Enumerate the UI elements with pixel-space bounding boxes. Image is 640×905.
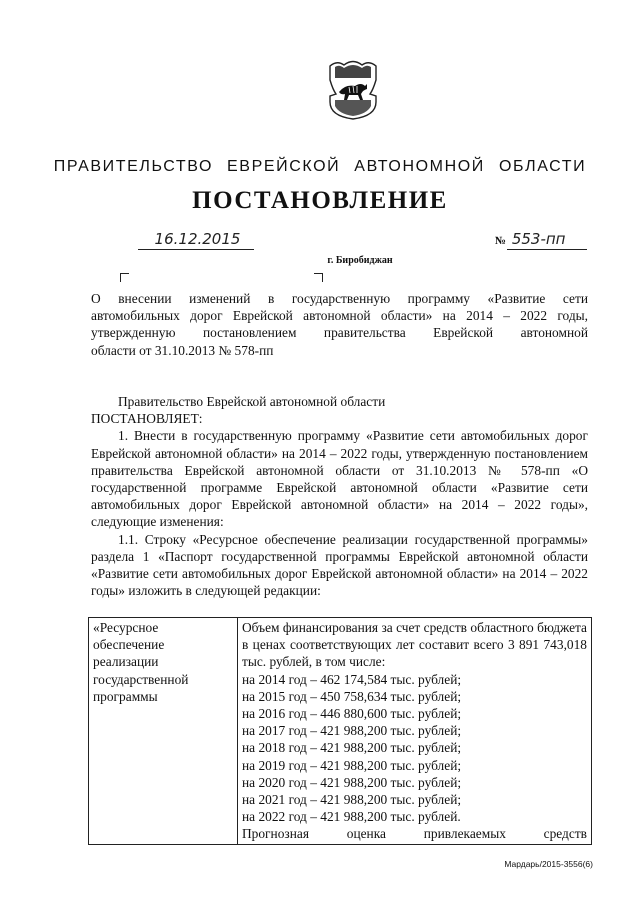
left-corner-mark <box>120 273 129 282</box>
number-sign: № <box>495 235 507 247</box>
table-cell-value <box>238 618 592 845</box>
funding-year: на 2018 год – 421 988,200 тыс. рублей; <box>242 740 462 756</box>
right-corner-mark <box>314 273 323 282</box>
footer-reference: Мардарь/2015-3556(6) <box>504 859 593 869</box>
table-row <box>89 618 592 845</box>
table-cell-label <box>89 618 238 845</box>
funding-year: на 2014 год – 462 174,584 тыс. рублей; <box>242 671 462 687</box>
subject-line: области от 31.10.2013 № 578-пп <box>91 342 274 358</box>
resolves-line: ПОСТАНОВЛЯЕТ: <box>91 411 203 427</box>
funding-year: на 2021 год – 421 988,200 тыс. рублей; <box>242 792 462 808</box>
document-body <box>91 393 588 599</box>
paragraph-item-1-1: 1.1. Строку «Ресурсное обеспечение реализации государственной программы» раздела 1 «Паспорт государственной программы Еврейской автономной области «Развитие сети автомобильных дорог Еврейской автономной области» на 2014 – 2022 годы» изложить в следующей редакции: <box>91 531 588 599</box>
city-label: г. Биробиджан <box>327 255 393 266</box>
document-date: 16.12.2015 <box>154 230 241 248</box>
funding-year: на 2016 год – 446 880,600 тыс. рублей; <box>242 706 462 722</box>
funding-year: на 2015 год – 450 758,634 тыс. рублей; <box>242 688 462 704</box>
label-line: обеспечение <box>93 637 165 653</box>
document-type-title: ПОСТАНОВЛЕНИЕ <box>192 187 448 214</box>
subject-line: утвержденную постановлением правительства Еврейской автономной <box>91 325 588 341</box>
coat-of-arms-icon <box>327 56 379 120</box>
funding-year: на 2019 год – 421 988,200 тыс. рублей; <box>242 757 462 773</box>
document-subject <box>91 290 588 359</box>
label-line: реализации <box>93 654 159 670</box>
funding-year: на 2022 год – 421 988,200 тыс. рублей. <box>242 809 461 825</box>
funding-year: на 2017 год – 421 988,200 тыс. рублей; <box>242 723 462 739</box>
number-value: 553-пп <box>511 230 566 248</box>
subject-line: автомобильных дорог Еврейской автономной области» на 2014 – 2022 годы, <box>91 308 588 324</box>
subject-line: О внесении изменений в государственную программу «Развитие сети <box>91 291 588 306</box>
label-line: государственной <box>93 671 189 687</box>
government-title: ПРАВИТЕЛЬСТВО ЕВРЕЙСКОЙ АВТОНОМНОЙ ОБЛАСТИ <box>53 158 587 175</box>
label-line: «Ресурсное <box>93 620 159 635</box>
date-underline <box>138 249 254 250</box>
funding-year: на 2020 год – 421 988,200 тыс. рублей; <box>242 774 462 790</box>
intro-line: Правительство Еврейской автономной области <box>118 394 386 409</box>
document-number <box>495 230 565 249</box>
resource-table <box>88 617 592 845</box>
number-underline <box>507 249 587 250</box>
label-line: программы <box>93 688 158 704</box>
forecast-line: Прогнозная оценка привлекаемых средств <box>242 826 587 842</box>
funding-intro: Объем финансирования за счет средств областного бюджета в ценах соответствующих лет составит всего 3 891 743,018 тыс. рублей, в том числе: <box>242 620 587 670</box>
paragraph-item-1: 1. Внести в государственную программу «Развитие сети автомобильных дорог Еврейской автономной области» на 2014 – 2022 годы, утвержденную постановлением правительства Еврейской автономной области от 31.10.2013 № 578-пп «О государственной программе Еврейской автономной области «Развитие сети автомобильных дорог Еврейской автономной области» на 2014 – 2022 годы», следующие изменения: <box>91 428 588 530</box>
